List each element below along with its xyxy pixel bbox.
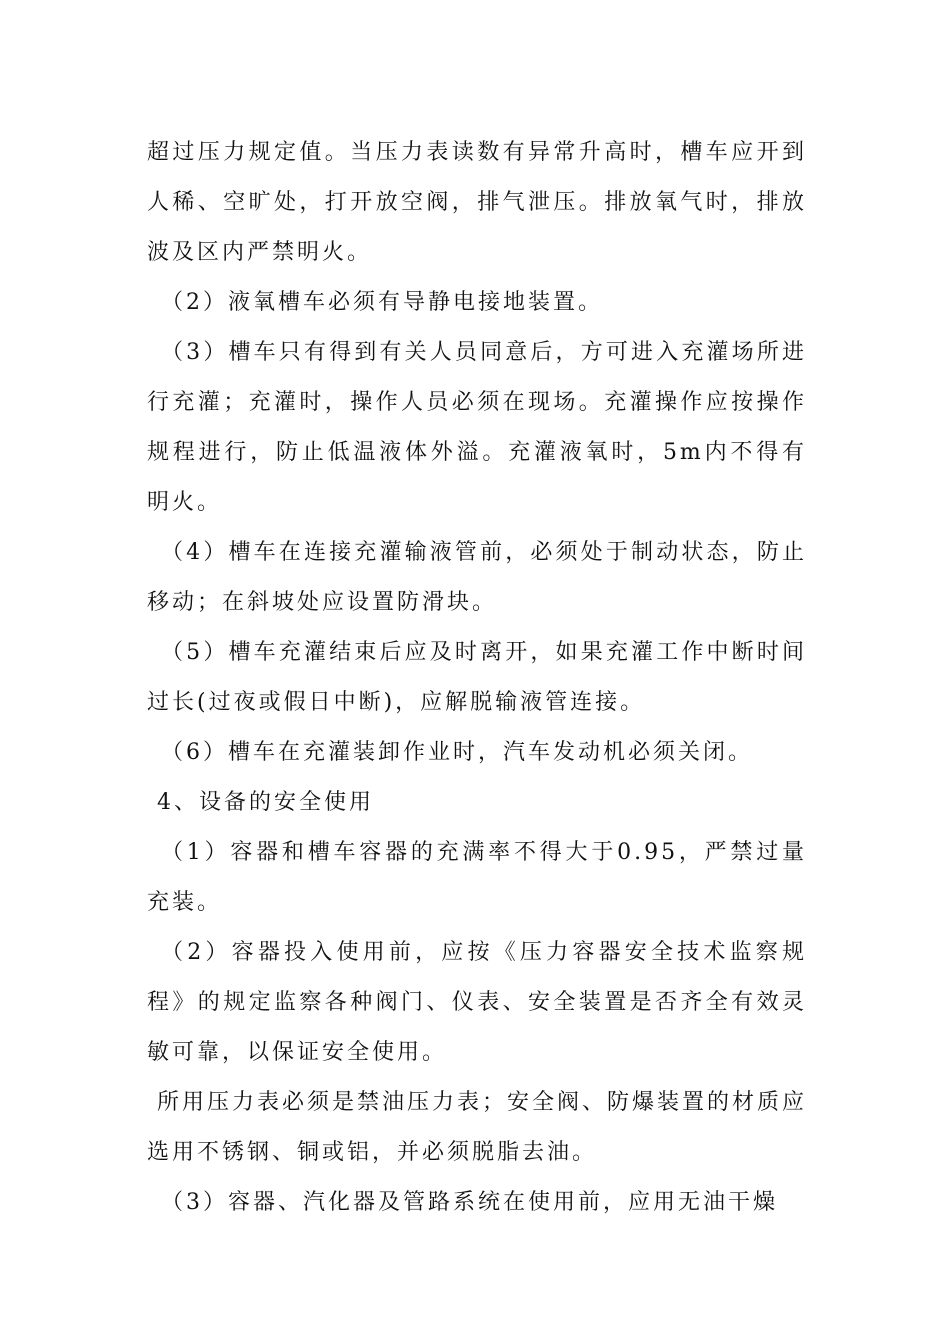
paragraph-item-6-engine-off: （6）槽车在充灌装卸作业时，汽车发动机必须关闭。 [161,740,753,765]
paragraph-gauge-materials: 所用压力表必须是禁油压力表；安全阀、防爆装置的材质应选用不锈钢、铜或铝，并必须脱脂去油。 [147,1090,808,1165]
paragraph-item-3-drying: （3）容器、汽化器及管路系统在使用前，应用无油干燥 [161,1190,778,1215]
paragraph-item-3-filling: （3）槽车只有得到有关人员同意后，方可进入充灌场所进行充灌；充灌时，操作人员必须在现场。充灌操作应按操作规程进行，防止低温液体外溢。充灌液氧时，5m内不得有明火。 [147,340,807,515]
paragraph-item-2-grounding: （2）液氧槽车必须有导静电接地装置。 [161,290,603,315]
document-body [147,128,807,1228]
paragraph-item-4-braking: （4）槽车在连接充灌输液管前，必须处于制动状态，防止移动；在斜坡处应设置防滑块。 [147,540,807,615]
paragraph-pressure-release: 超过压力规定值。当压力表读数有异常升高时，槽车应开到人稀、空旷处，打开放空阀，排气泄压。排放氧气时，排放波及区内严禁明火。 [147,140,807,265]
paragraph-item-5-disconnect: （5）槽车充灌结束后应及时离开，如果充灌工作中断时间过长(过夜或假日中断)，应解脱输液管连接。 [147,640,807,715]
section-heading-equipment-safety: 4、设备的安全使用 [157,790,374,815]
paragraph-item-1-fill-ratio: （1）容器和槽车容器的充满率不得大于0.95，严禁过量充装。 [147,840,807,915]
paragraph-item-2-inspection: （2）容器投入使用前，应按《压力容器安全技术监察规程》的规定监察各种阀门、仪表、安全装置是否齐全有效灵敏可靠，以保证安全使用。 [147,940,807,1065]
